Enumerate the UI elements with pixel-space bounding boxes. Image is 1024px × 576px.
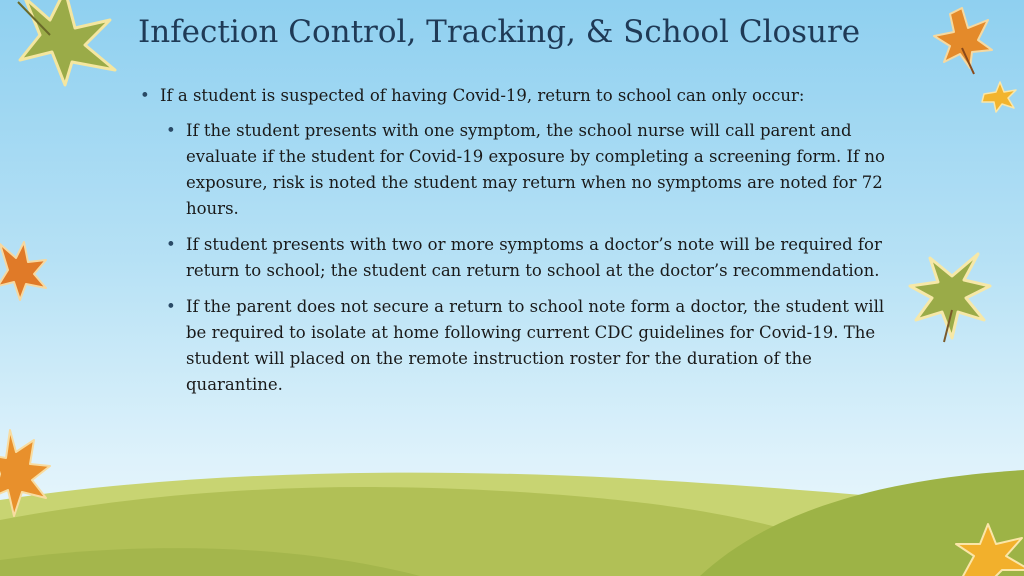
green-leaf-icon: [10, 0, 130, 90]
sub-bullet-one-symptom: • If the student presents with one symptom, the school nurse will call parent and evaluate if the student for Covid-19 exposure by completing a screening form. If no exposure, risk is noted the student may return when no symptoms are noted for 72 hours.: [166, 118, 896, 222]
middle-hill: [0, 487, 820, 576]
slide-content: [140, 84, 900, 408]
back-hill: [0, 473, 1024, 576]
orange-leaf-icon: [932, 6, 994, 76]
yellow-leaf-icon: [980, 80, 1018, 114]
main-bullet: • If a student is suspected of having Covid-19, return to school can only occur:: [140, 84, 900, 108]
sub-bullet-list: [140, 118, 900, 398]
orange-leaf-icon: [0, 426, 54, 522]
sub-bullet-no-doctor-note: • If the parent does not secure a return to school note form a doctor, the student will be required to isolate at home following current CDC guidelines for Covid-19. The student will placed on the remote instruction roster for the duration of the quarantine.: [166, 294, 896, 398]
sub-bullet-two-symptoms: • If student presents with two or more symptoms a doctor’s note will be required for return to school; the student can return to school at the doctor’s recommendation.: [166, 232, 896, 284]
front-hill: [0, 548, 420, 576]
orange-leaf-icon: [0, 238, 50, 304]
yellow-leaf-icon: [952, 520, 1024, 576]
green-leaf-icon: [906, 250, 996, 346]
slide-title: Infection Control, Tracking, & School Closure: [138, 14, 861, 50]
